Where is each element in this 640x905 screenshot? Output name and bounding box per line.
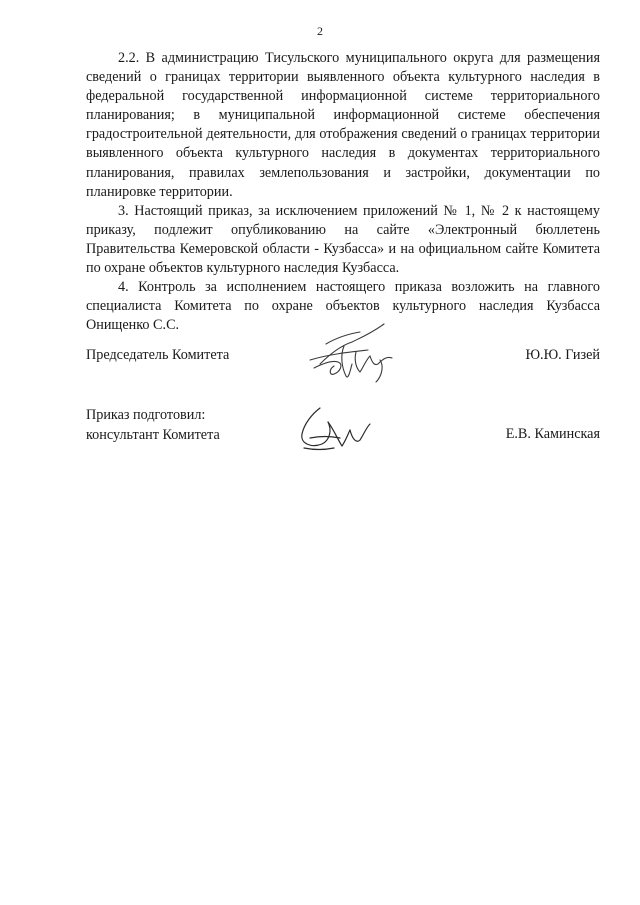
preparer-name: Е.В. Каминская (505, 426, 600, 442)
chairman-signature-image (300, 316, 420, 386)
order-body (86, 49, 600, 335)
paragraph-4: 4. Контроль за исполнением настоящего приказа возложить на главного специалиста Комитета по охране объектов культурного наследия Кузбасса Онищенко С.С. (86, 279, 600, 334)
chairman-position: Председатель Комитета (86, 347, 230, 363)
page-number: 2 (317, 24, 323, 38)
preparer-signature-image (290, 400, 380, 460)
paragraph-3: 3. Настоящий приказ, за исключением приложений № 1, № 2 к настоящему приказу, подлежит опубликованию на сайте «Электронный бюллетень Правительства Кемеровской области - Кузбасса» и на официальном сайте Комитета по охране объектов культурного наследия Кузбасса. (86, 202, 600, 277)
preparer-caption: Приказ подготовил: (86, 407, 206, 423)
preparer-position: консультант Комитета (86, 427, 220, 443)
paragraph-2-2: 2.2. В администрацию Тисульского муниципального округа для размещения сведений о границах территории выявленного объекта культурного наследия в федеральной государственной информационной системе территориального планирования; в муниципальной информационной системе обеспечения градостроительной деятельности, для отображения сведений о границах территории выявленного объекта культурного наследия в документах территориального планирования, правилах землепользования и застройки, документации по планировке территории. (86, 50, 600, 200)
chairman-name: Ю.Ю. Гизей (525, 347, 600, 363)
